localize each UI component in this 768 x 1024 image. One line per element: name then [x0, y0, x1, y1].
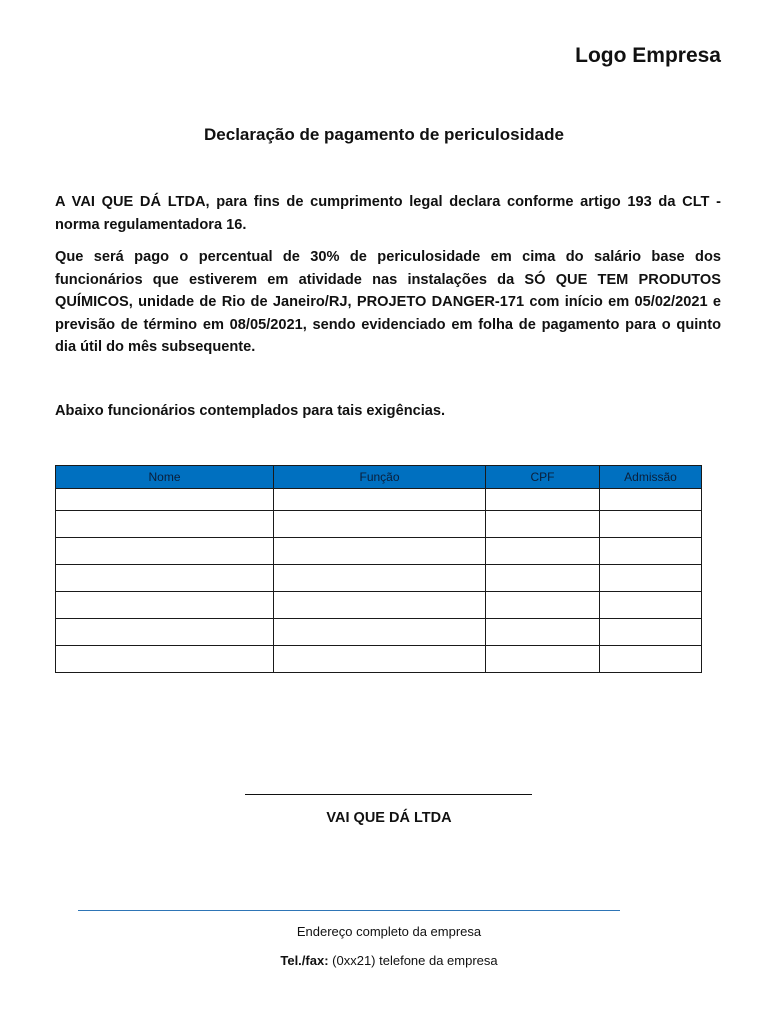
table-cell [56, 538, 274, 565]
column-header-role: Função [274, 466, 486, 489]
table-cell [274, 592, 486, 619]
table-cell [600, 619, 702, 646]
table-header-row [56, 466, 702, 489]
footer-address: Endereço completo da empresa [296, 924, 482, 939]
table-cell [274, 511, 486, 538]
footer-phone-value: (0xx21) telefone da empresa [332, 953, 498, 968]
table-cell [56, 565, 274, 592]
table-cell [274, 565, 486, 592]
table-cell [600, 592, 702, 619]
table-cell [274, 646, 486, 673]
company-logo-placeholder: Logo Empresa [575, 44, 721, 67]
employees-intro-paragraph: Abaixo funcionários contemplados para tais exigências. [55, 403, 446, 419]
table-cell [274, 489, 486, 511]
table-cell [486, 538, 600, 565]
table-row [56, 511, 702, 538]
table-cell [486, 646, 600, 673]
column-header-cpf: CPF [486, 466, 600, 489]
table-row [56, 646, 702, 673]
column-header-name: Nome [56, 466, 274, 489]
table-cell [600, 646, 702, 673]
table-row [56, 538, 702, 565]
footer-phone-label: Tel./fax: [280, 953, 329, 968]
table-cell [274, 619, 486, 646]
table-cell [56, 489, 274, 511]
table-row [56, 619, 702, 646]
table-cell [486, 592, 600, 619]
table-cell [56, 646, 274, 673]
table-cell [56, 592, 274, 619]
column-header-admission: Admissão [600, 466, 702, 489]
table-cell [486, 511, 600, 538]
document-title: Declaração de pagamento de periculosidade [204, 125, 564, 144]
declaration-paragraph: A VAI QUE DÁ LTDA, para fins de cumprimento legal declara conforme artigo 193 da CLT - norma regulamentadora 16. [55, 194, 721, 233]
employees-table [55, 465, 702, 673]
table-cell [486, 489, 600, 511]
table-cell [274, 538, 486, 565]
table-row [56, 565, 702, 592]
table-cell [486, 565, 600, 592]
table-row [56, 489, 702, 511]
table-cell [56, 511, 274, 538]
table-cell [600, 489, 702, 511]
table-row [56, 592, 702, 619]
signature-line [245, 794, 532, 795]
table-cell [486, 619, 600, 646]
table-cell [600, 538, 702, 565]
payment-terms-paragraph: Que será pago o percentual de 30% de periculosidade em cima do salário base dos funcionários que estiverem em atividade nas instalações da SÓ QUE TEM PRODUTOS QUÍMICOS, unidade de Rio de Janeiro/RJ, PROJETO DANGER-171 com início em 05/02/2021 e previsão de término em 08/05/2021, sendo evidenciado em folha de pagamento para o quinto dia útil do mês subsequente. [55, 249, 721, 355]
signature-company-name: VAI QUE DÁ LTDA [326, 810, 452, 826]
table-cell [600, 511, 702, 538]
table-cell [600, 565, 702, 592]
footer-phone [0, 953, 768, 968]
footer-divider [78, 910, 620, 911]
table-cell [56, 619, 274, 646]
